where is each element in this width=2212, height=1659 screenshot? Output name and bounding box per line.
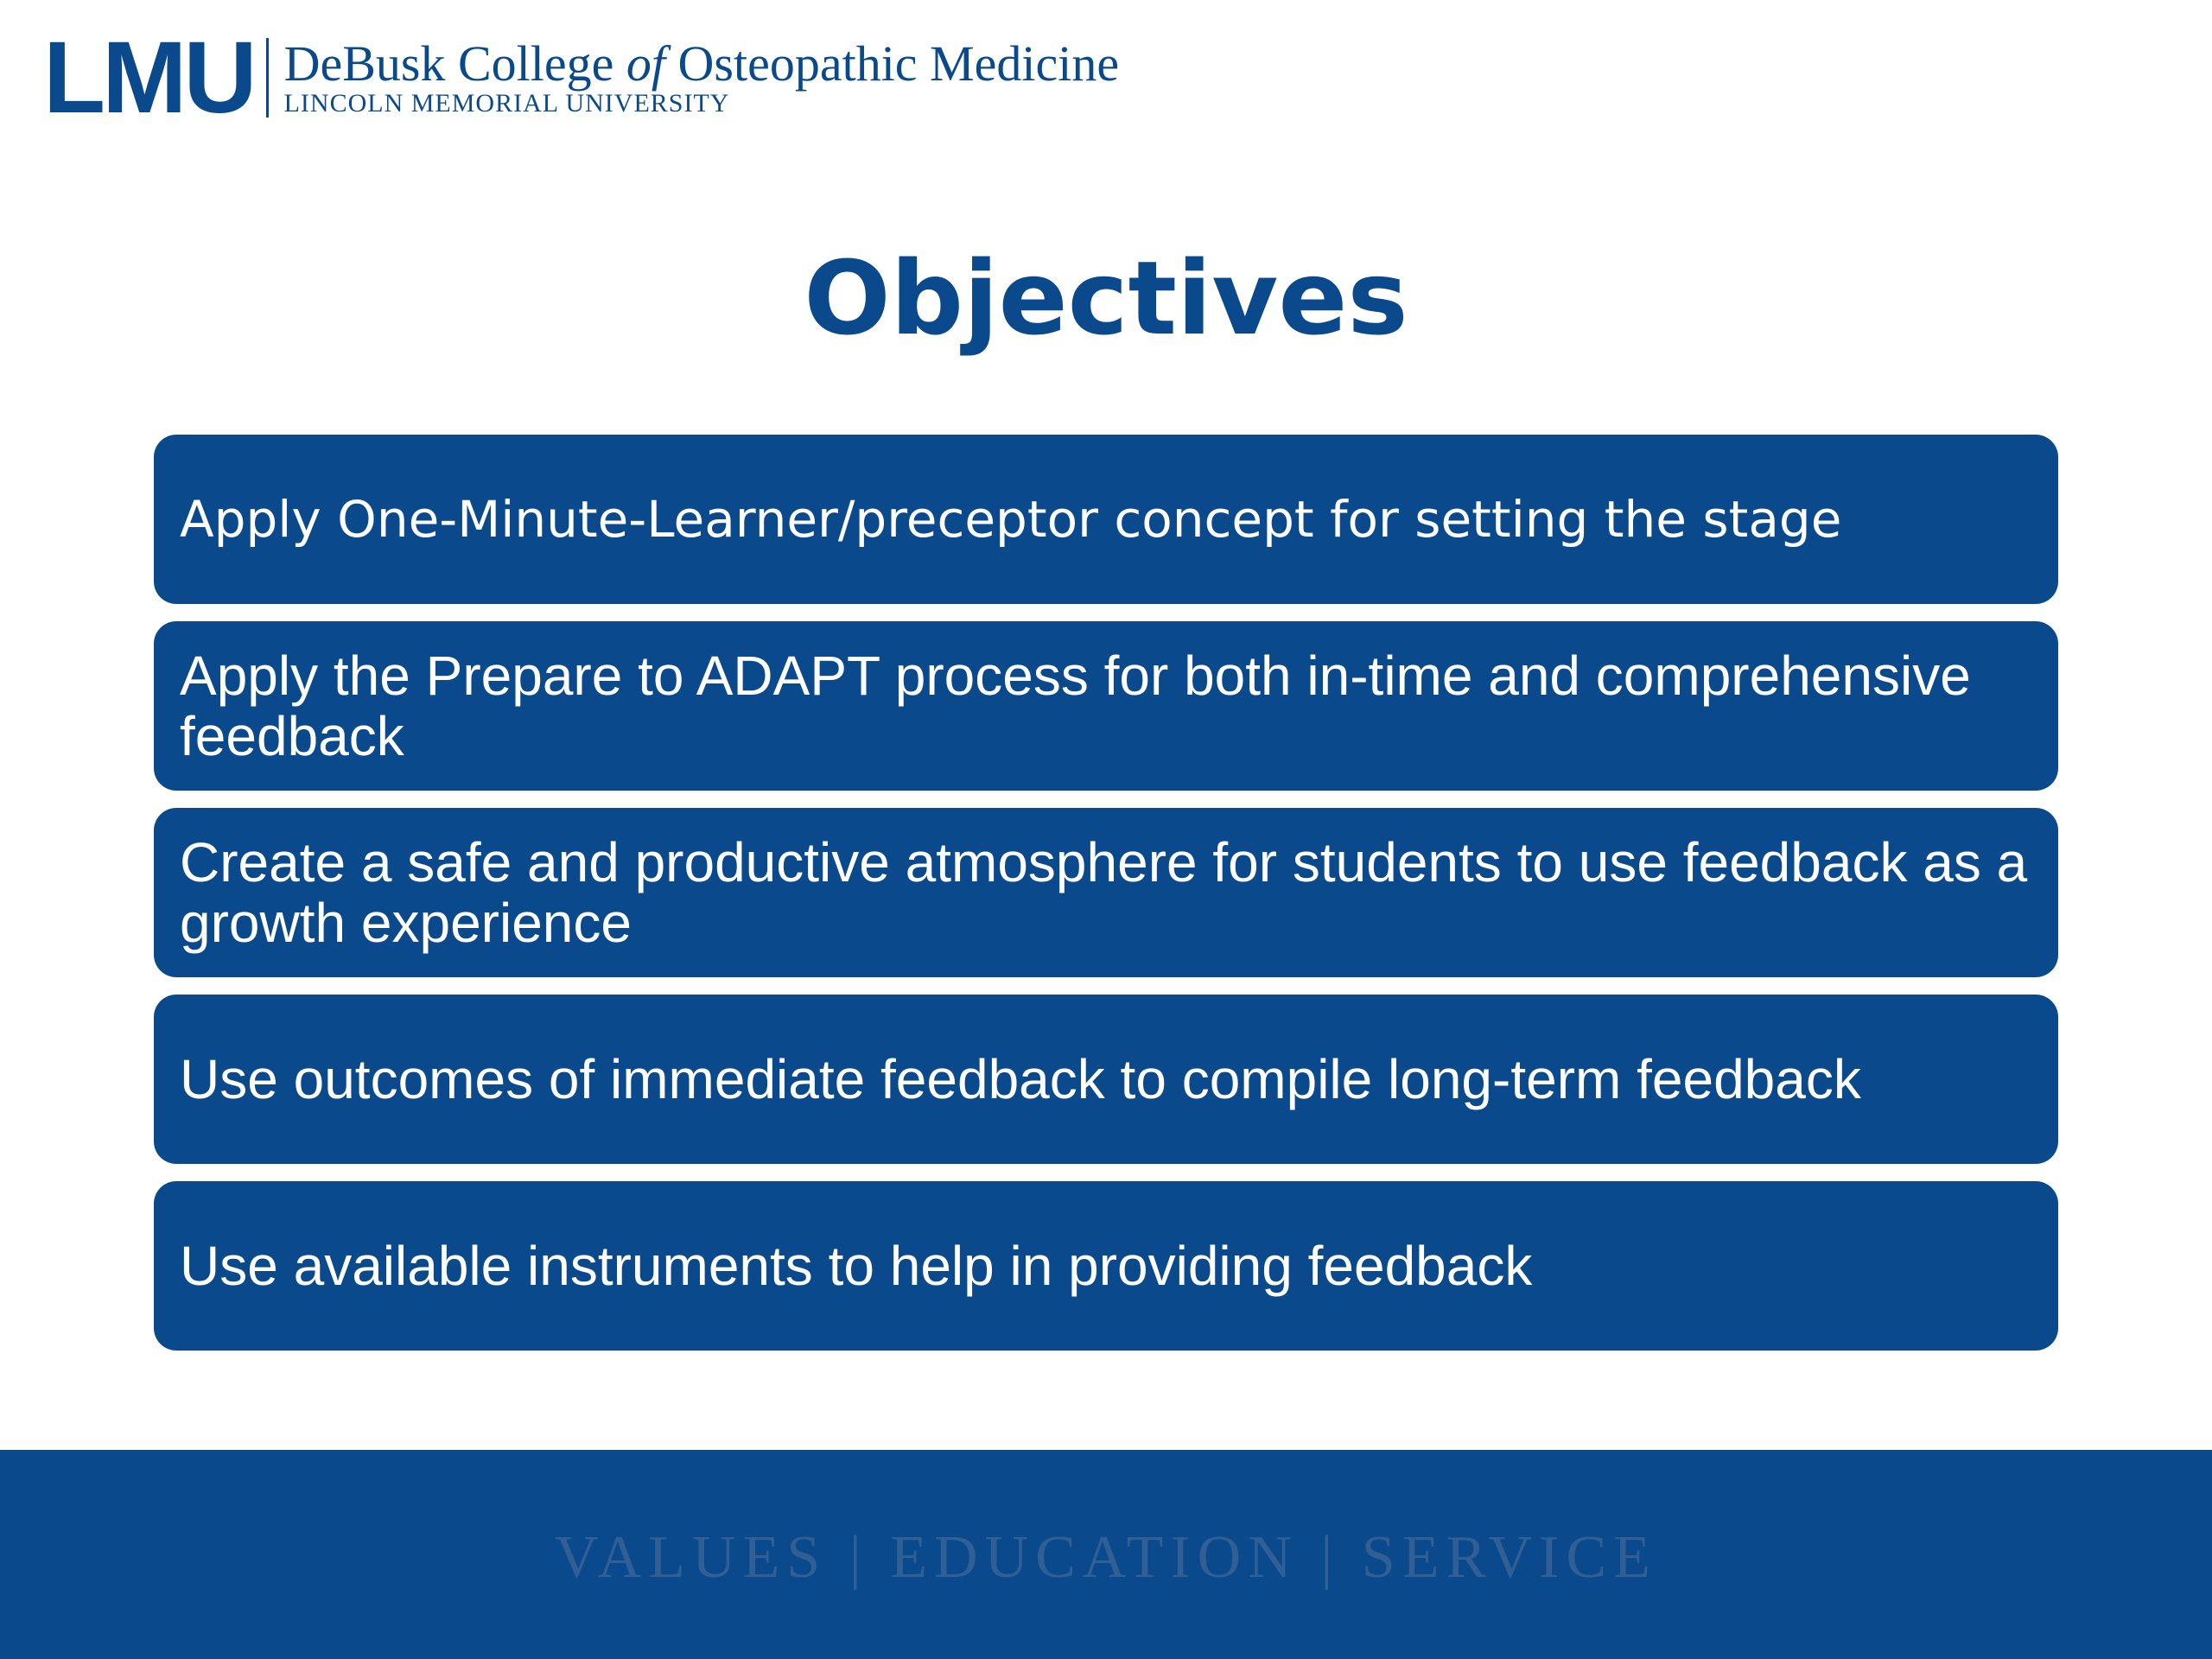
college-name <box>283 35 1120 92</box>
objectives-list <box>154 435 2058 1368</box>
objective-item: Apply One-Minute-Learner/preceptor concept for setting the stage <box>154 435 2058 604</box>
footer-band <box>0 1450 2212 1659</box>
slide-title: Objectives <box>804 238 1408 358</box>
objective-item: Create a safe and productive atmosphere for students to use feedback as a growth experience <box>154 808 2058 977</box>
footer-motto: VALUES | EDUCATION | SERVICE <box>555 1524 1657 1591</box>
college-of: of <box>626 35 666 92</box>
logo-text <box>283 35 1120 118</box>
college-suffix: Osteopathic Medicine <box>665 35 1120 92</box>
university-name: LINCOLN MEMORIAL UNIVERSITY <box>283 89 730 118</box>
logo-mark: LMU <box>43 21 254 135</box>
objective-item: Use outcomes of immediate feedback to compile long-term feedback <box>154 995 2058 1164</box>
lmu-logo <box>43 21 1120 135</box>
college-prefix: DeBusk College <box>283 35 626 92</box>
logo-divider <box>266 38 269 118</box>
objective-item: Apply the Prepare to ADAPT process for both in-time and comprehensive feedback <box>154 621 2058 791</box>
objective-item: Use available instruments to help in providing feedback <box>154 1181 2058 1351</box>
